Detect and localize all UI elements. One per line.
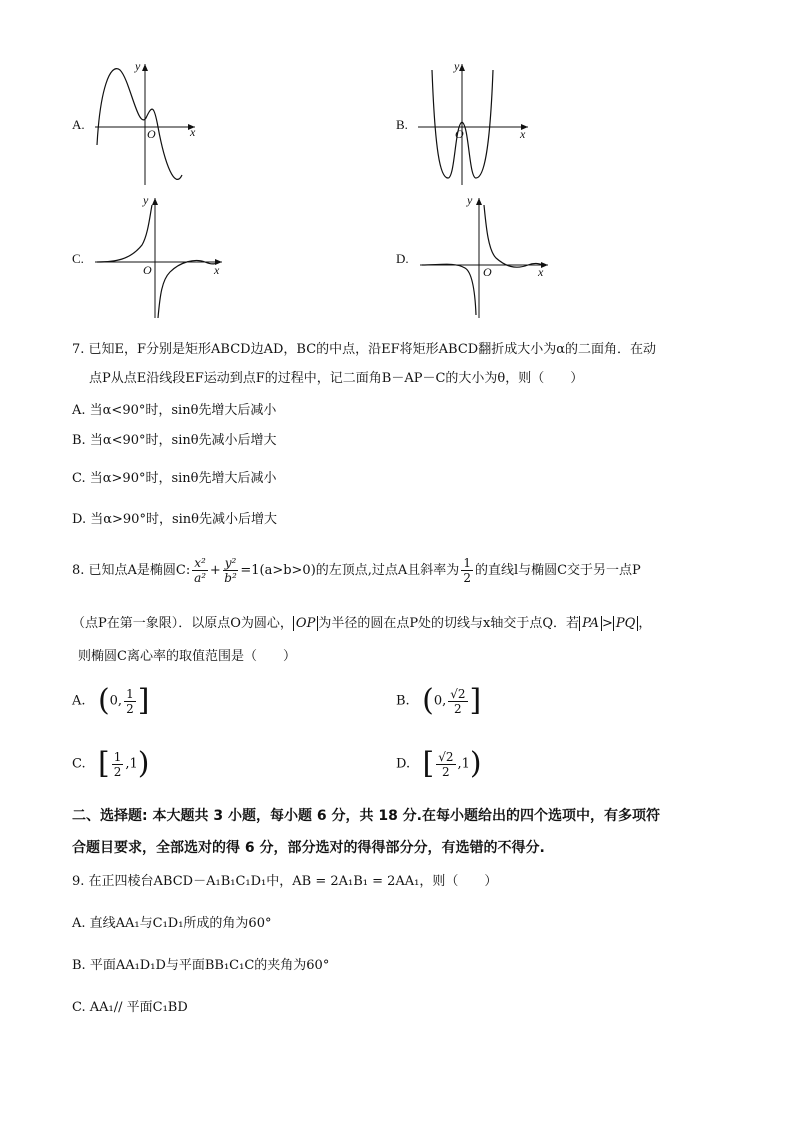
option-value: ,1 xyxy=(125,756,138,772)
denominator: 2 xyxy=(442,764,450,779)
fraction-y2-b2 xyxy=(223,556,239,585)
fraction xyxy=(448,687,467,716)
q9-option-c: C. AA₁// 平面C₁BD xyxy=(72,1000,188,1015)
q8-option-c xyxy=(72,746,150,781)
numerator: 1 xyxy=(113,749,122,764)
bracket: ] xyxy=(137,683,150,718)
denominator: 2 xyxy=(113,764,122,779)
q8-text: （点P在第一象限）．以原点O为圆心， xyxy=(72,616,293,631)
section2-heading-line1: 二、选择题: 本大题共 3 小题，每小题 6 分，共 18 分.在每小题给出的四个选项中，有多项符 xyxy=(72,808,660,824)
graph-label-b: B. xyxy=(396,117,408,132)
section2-heading-line2: 合题目要求，全部选对的得 6 分，部分选对的得得部分分，有选错的不得分. xyxy=(72,840,545,856)
bracket: ) xyxy=(469,746,482,781)
q9-option-b: B. 平面AA₁D₁D与平面BB₁C₁C的夹角为60° xyxy=(72,958,330,973)
numerator: 1 xyxy=(126,686,134,701)
axis-y-label: y xyxy=(467,193,473,207)
origin-label: O xyxy=(143,263,152,277)
graph-d xyxy=(0,0,794,330)
q8-stem-line1 xyxy=(72,556,641,585)
fraction-half xyxy=(461,556,473,585)
axis-x-label: x xyxy=(538,265,544,279)
q8-text: ， xyxy=(638,616,652,631)
numerator: 1 xyxy=(463,556,471,570)
abs-op: OP xyxy=(293,616,318,631)
denominator: b² xyxy=(224,571,237,585)
fraction xyxy=(112,750,124,779)
graph-label-d: D. xyxy=(396,251,409,266)
fraction xyxy=(124,687,136,716)
q8-text: 8. 已知点A是椭圆C: xyxy=(72,563,191,578)
axis-x-label: x xyxy=(520,127,526,141)
bracket: [ xyxy=(422,746,435,781)
bracket: ) xyxy=(137,746,150,781)
denominator: 2 xyxy=(126,701,134,716)
q8-stem-line3: 则椭圆C离心率的取值范围是（ ） xyxy=(78,649,296,664)
option-label: D. xyxy=(396,756,411,772)
q7-stem-line2: 点P从点E沿线段EF运动到点F的过程中，记二面角B－AP－C的大小为θ，则（ ） xyxy=(89,371,584,386)
option-label: A. xyxy=(72,693,86,709)
q9-option-a: A. 直线AA₁与C₁D₁所成的角为60° xyxy=(72,916,272,931)
q7-option-a: A. 当α<90°时，sinθ先增大后减小 xyxy=(72,403,277,418)
numerator: x² xyxy=(194,556,206,570)
denominator: 2 xyxy=(454,701,462,716)
origin-label: O xyxy=(483,265,492,279)
q7-option-d: D. 当α>90°时，sinθ先减小后增大 xyxy=(72,512,277,527)
denominator: a² xyxy=(194,571,207,585)
q7-option-c: C. 当α>90°时，sinθ先增大后减小 xyxy=(72,471,277,486)
axis-x-label: x xyxy=(190,125,196,139)
option-label: B. xyxy=(396,693,410,709)
numerator: y² xyxy=(224,556,237,570)
origin-label: O xyxy=(455,127,464,141)
origin-label: O xyxy=(147,127,156,141)
bracket: ( xyxy=(97,683,110,718)
axis-y-label: y xyxy=(143,193,149,207)
option-value: 0, xyxy=(433,693,447,709)
abs-pq: PQ xyxy=(613,616,638,631)
q8-stem-line2 xyxy=(72,614,651,634)
q8-option-a xyxy=(72,683,150,718)
bracket: ( xyxy=(422,683,434,718)
q8-text: 为半径的圆在点P处的切线与x轴交于点Q．若 xyxy=(318,616,580,631)
numerator: √2 xyxy=(450,686,466,701)
bracket: ] xyxy=(469,683,482,718)
q8-option-d xyxy=(396,746,482,781)
q8-text: =1(a>b>0)的左顶点,过点A且斜率为 xyxy=(240,563,460,578)
abs-pa: PA xyxy=(579,616,602,631)
option-value: ,1 xyxy=(457,756,470,772)
fraction xyxy=(436,750,455,779)
axis-y-label: y xyxy=(135,59,141,73)
q9-stem: 9. 在正四棱台ABCD－A₁B₁C₁D₁中，AB = 2A₁B₁ = 2AA₁，则（ ） xyxy=(72,874,498,889)
gt-sign: > xyxy=(602,616,613,631)
q7-stem-line1: 7. 已知E，F分别是矩形ABCD边AD，BC的中点，沿EF将矩形ABCD翻折成大小为α的二面角．在动 xyxy=(72,342,656,357)
plus-sign: + xyxy=(209,563,221,578)
graph-label-a: A. xyxy=(72,117,85,132)
option-value: 0, xyxy=(109,693,123,709)
q8-text: 的直线l与椭圆C交于另一点P xyxy=(474,563,641,578)
fraction-x2-a2 xyxy=(192,556,208,585)
axis-x-label: x xyxy=(214,263,220,277)
axis-y-label: y xyxy=(454,59,460,73)
q8-option-b xyxy=(396,683,482,718)
denominator: 2 xyxy=(463,571,471,585)
option-label: C. xyxy=(72,756,86,772)
graph-label-c: C. xyxy=(72,251,84,266)
numerator: √2 xyxy=(438,749,454,764)
q7-option-b: B. 当α<90°时，sinθ先减小后增大 xyxy=(72,433,277,448)
bracket: [ xyxy=(98,746,110,781)
